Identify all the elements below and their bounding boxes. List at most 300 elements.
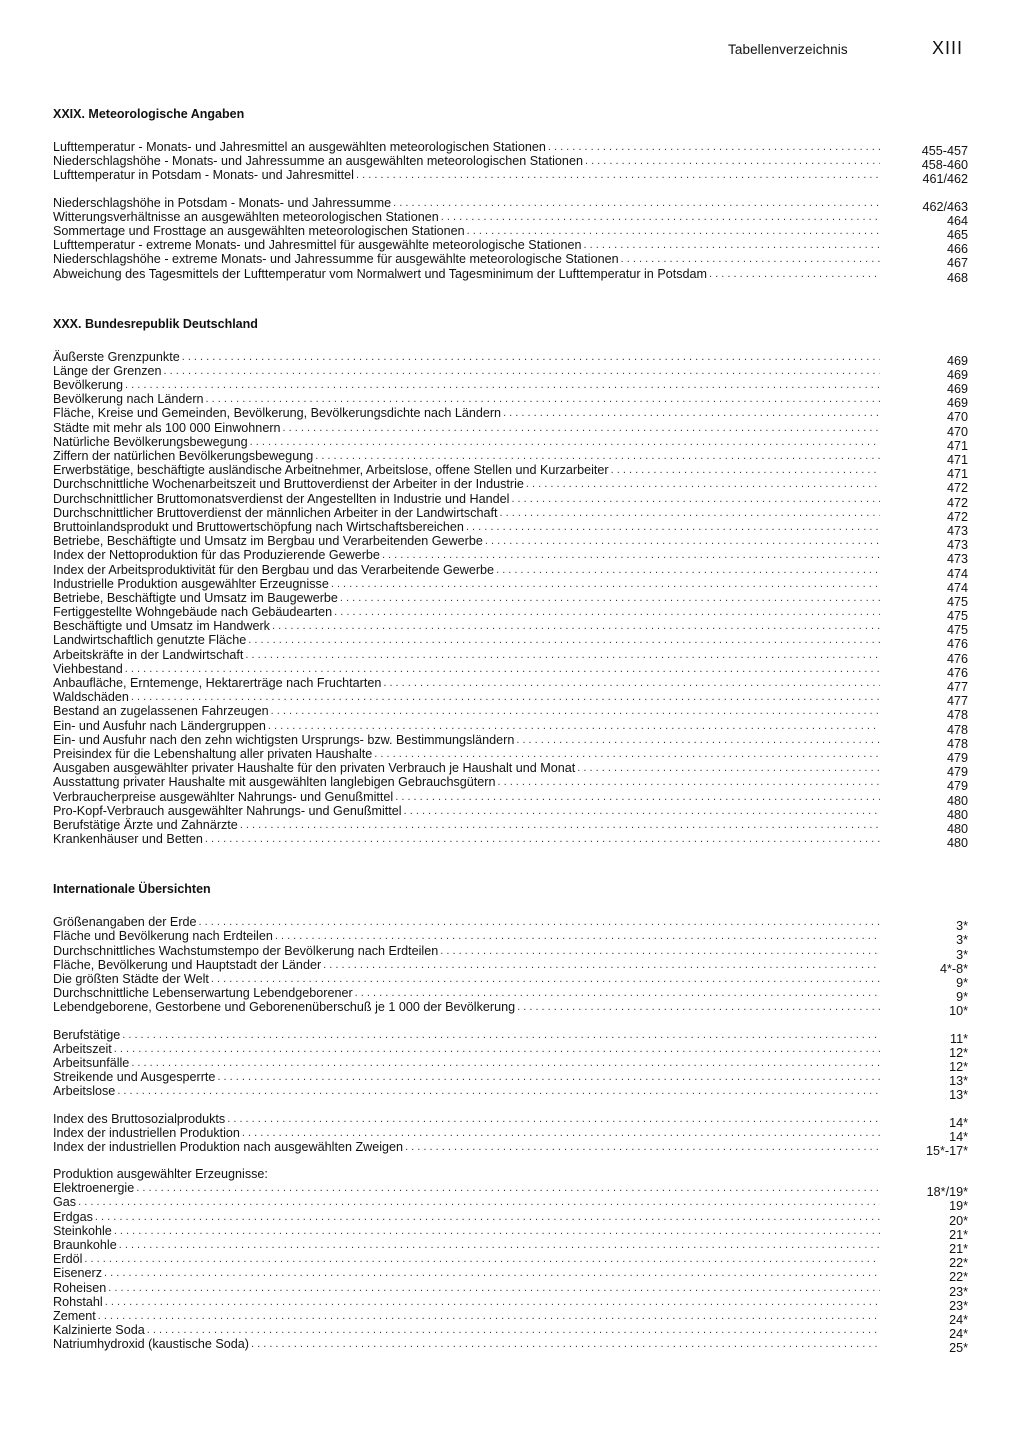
dot-leader bbox=[245, 648, 880, 662]
entry-page: 11* bbox=[950, 1031, 968, 1046]
entry-page: 13* bbox=[949, 1088, 968, 1103]
dot-leader bbox=[147, 1323, 880, 1337]
entry-page: 479 bbox=[946, 779, 968, 794]
toc-entry bbox=[53, 491, 968, 510]
dot-leader bbox=[114, 1224, 880, 1238]
dot-leader bbox=[331, 577, 880, 591]
entry-page: 476 bbox=[946, 637, 968, 652]
header-title: Tabellenverzeichnis bbox=[728, 42, 848, 57]
toc-entry bbox=[53, 1055, 968, 1074]
toc-entry bbox=[53, 406, 968, 425]
entry-title: Zement bbox=[53, 1308, 96, 1323]
dot-leader bbox=[517, 1000, 880, 1014]
entry-title: Industrielle Produktion ausgewählter Erzeugnisse bbox=[53, 576, 329, 591]
entry-page: 461/462 bbox=[922, 172, 968, 187]
entry-page: 469 bbox=[946, 382, 968, 397]
dot-leader bbox=[268, 719, 880, 733]
toc-entry bbox=[53, 1181, 968, 1200]
toc-entry bbox=[53, 576, 968, 595]
dot-leader bbox=[526, 477, 880, 491]
entry-title: Erdöl bbox=[53, 1252, 83, 1267]
entry-title: Die größten Städte der Welt bbox=[53, 972, 209, 986]
entry-page: 478 bbox=[946, 736, 968, 751]
dot-leader bbox=[323, 958, 880, 972]
toc-entry bbox=[53, 1238, 968, 1256]
entry-title: Erwerbstätige, beschäftigte ausländische Arbeitnehmer, Arbeitslose, offene Stellen und Kurzarbeiter bbox=[53, 463, 609, 478]
toc-entry bbox=[53, 562, 968, 581]
toc-entry bbox=[53, 972, 968, 990]
entry-page: 473 bbox=[946, 552, 968, 567]
entry-title: Krankenhäuser und Betten bbox=[53, 832, 203, 847]
entry-group bbox=[53, 1027, 968, 1103]
entry-title: Elektroenergie bbox=[53, 1181, 135, 1196]
entry-title: Fläche und Bevölkerung nach Erdteilen bbox=[53, 929, 273, 944]
toc-entry bbox=[53, 1223, 968, 1242]
dot-leader bbox=[95, 1210, 880, 1224]
dot-leader bbox=[283, 421, 880, 435]
toc-entry bbox=[53, 619, 968, 638]
entry-title: Landwirtschaftlich genutzte Fläche bbox=[53, 633, 247, 648]
entry-title: Bestand an zugelassenen Fahrzeugen bbox=[53, 704, 269, 719]
entry-title: Arbeitslose bbox=[53, 1084, 116, 1099]
entry-group bbox=[53, 140, 968, 187]
dot-leader bbox=[98, 1309, 880, 1323]
entry-page: 3* bbox=[956, 919, 968, 934]
entry-page: 22* bbox=[949, 1256, 968, 1271]
entry-title: Niederschlagshöhe - extreme Monats- und Jahressumme für ausgewählte meteorologische Stationen bbox=[53, 252, 619, 267]
toc-entry bbox=[53, 690, 968, 709]
entry-page: 471 bbox=[946, 467, 968, 482]
entry-page: 21* bbox=[949, 1242, 968, 1256]
toc-entry bbox=[53, 534, 968, 553]
toc-entry bbox=[53, 463, 968, 482]
toc-entry bbox=[53, 420, 968, 439]
entry-title: Niederschlagshöhe - Monats- und Jahressumme an ausgewählten meteorologischen Stationen bbox=[53, 154, 583, 169]
entry-page: 469 bbox=[946, 396, 968, 411]
entry-page: 12* bbox=[949, 1059, 968, 1074]
toc-entry bbox=[53, 943, 968, 962]
table-of-contents bbox=[53, 106, 968, 1365]
toc-entry bbox=[53, 1252, 968, 1271]
entry-title: Bruttoinlandsprodukt und Bruttowertschöpfung nach Wirtschaftsbereichen bbox=[53, 519, 464, 534]
entry-title: Äußerste Grenzpunkte bbox=[53, 349, 180, 364]
dot-leader bbox=[119, 1238, 880, 1252]
dot-leader bbox=[405, 1140, 880, 1154]
dot-leader bbox=[395, 790, 880, 804]
entry-page: 465 bbox=[946, 227, 968, 242]
toc-section bbox=[53, 106, 968, 285]
dot-leader bbox=[122, 1028, 880, 1042]
entry-page: 9* bbox=[956, 976, 968, 990]
entry-page: 476 bbox=[946, 651, 968, 666]
toc-entry bbox=[53, 1337, 968, 1356]
section-heading: XXX. Bundesrepublik Deutschland bbox=[53, 316, 258, 331]
toc-entry bbox=[53, 349, 968, 368]
entry-page: 478 bbox=[946, 708, 968, 723]
toc-entry bbox=[53, 761, 968, 780]
entry-title: Braunkohle bbox=[53, 1238, 117, 1252]
entry-title: Index des Bruttosozialprodukts bbox=[53, 1111, 226, 1126]
entry-page: 458-460 bbox=[921, 158, 968, 173]
toc-entry bbox=[53, 957, 968, 976]
section-gap bbox=[53, 859, 968, 881]
toc-entry bbox=[53, 154, 968, 173]
entry-title: Arbeitsunfälle bbox=[53, 1055, 130, 1070]
dot-leader bbox=[315, 449, 880, 463]
entry-page: 18*/19* bbox=[926, 1185, 968, 1200]
entry-title: Betriebe, Beschäftigte und Umsatz im Bergbau und Verarbeitenden Gewerbe bbox=[53, 534, 483, 549]
entry-page: 455-457 bbox=[921, 144, 968, 158]
dot-leader bbox=[206, 392, 880, 406]
dot-leader bbox=[105, 1295, 880, 1309]
dot-leader bbox=[441, 210, 880, 224]
dot-leader bbox=[251, 1337, 880, 1351]
dot-leader bbox=[374, 747, 880, 761]
entry-title: Beschäftigte und Umsatz im Handwerk bbox=[53, 619, 270, 634]
dot-leader bbox=[611, 463, 880, 477]
dot-leader bbox=[466, 520, 880, 534]
entry-page: 469 bbox=[946, 353, 968, 368]
entry-group bbox=[53, 349, 968, 851]
entry-page: 474 bbox=[946, 566, 968, 581]
entry-page: 470 bbox=[946, 424, 968, 439]
dot-leader bbox=[125, 662, 880, 676]
toc-entry bbox=[53, 1111, 968, 1130]
entry-title: Größenangaben der Erde bbox=[53, 915, 197, 930]
dot-leader bbox=[496, 563, 880, 577]
toc-entry bbox=[53, 732, 968, 751]
entry-title: Anbaufläche, Erntemenge, Hektarerträge nach Fruchtarten bbox=[53, 676, 382, 690]
dot-leader bbox=[500, 506, 881, 520]
entry-title: Fertiggestellte Wohngebäude nach Gebäudearten bbox=[53, 605, 333, 620]
entry-title: Ausstattung privater Haushalte mit ausgewählten langlebigen Gebrauchsgütern bbox=[53, 775, 496, 790]
entry-title: Ein- und Ausfuhr nach Ländergruppen bbox=[53, 718, 266, 733]
dot-leader bbox=[199, 915, 880, 929]
entry-page: 12* bbox=[949, 1045, 968, 1060]
entry-title: Durchschnittlicher Bruttoverdienst der männlichen Arbeiter in der Landwirtschaft bbox=[53, 505, 498, 520]
toc-entry bbox=[53, 676, 968, 694]
entry-title: Erdgas bbox=[53, 1209, 93, 1224]
toc-entry bbox=[53, 803, 968, 822]
dot-leader bbox=[511, 492, 880, 506]
entry-title: Viehbestand bbox=[53, 661, 123, 676]
entry-title: Lebendgeborene, Gestorbene und Geborenenüberschuß je 1 000 der Bevölkerung bbox=[53, 1000, 516, 1015]
entry-title: Fläche, Kreise und Gemeinden, Bevölkerung, Bevölkerungsdichte nach Ländern bbox=[53, 406, 502, 421]
entry-group bbox=[53, 1167, 968, 1356]
dot-leader bbox=[356, 168, 880, 182]
entry-title: Niederschlagshöhe in Potsdam - Monats- und Jahressumme bbox=[53, 195, 392, 210]
dot-leader bbox=[131, 1056, 880, 1070]
dot-leader bbox=[584, 238, 880, 252]
entry-title: Städte mit mehr als 100 000 Einwohnern bbox=[53, 420, 281, 435]
entry-title: Bevölkerung nach Ländern bbox=[53, 392, 204, 407]
entry-page: 3* bbox=[956, 947, 968, 962]
toc-entry bbox=[53, 775, 968, 794]
dot-leader bbox=[440, 944, 880, 958]
entry-title: Steinkohle bbox=[53, 1223, 112, 1238]
entry-page: 14* bbox=[949, 1115, 968, 1130]
toc-entry bbox=[53, 477, 968, 496]
toc-entry bbox=[53, 1266, 968, 1285]
entry-page: 24* bbox=[949, 1312, 968, 1327]
entry-page: 477 bbox=[946, 694, 968, 709]
entry-title: Bevölkerung bbox=[53, 378, 124, 393]
toc-entry bbox=[53, 718, 968, 737]
toc-entry bbox=[53, 929, 968, 948]
entry-page: 475 bbox=[946, 594, 968, 609]
toc-entry bbox=[53, 1027, 968, 1046]
entry-page: 470 bbox=[946, 410, 968, 425]
dot-leader bbox=[585, 154, 880, 168]
dot-leader bbox=[250, 435, 880, 449]
entry-page: 10* bbox=[949, 1004, 968, 1019]
entry-title: Ziffern der natürlichen Bevölkerungsbewegung bbox=[53, 449, 314, 463]
entry-title: Durchschnittliche Wochenarbeitszeit und Bruttoverdienst der Arbeiter in der Industrie bbox=[53, 477, 524, 492]
entry-title: Waldschäden bbox=[53, 690, 129, 705]
entry-page: 22* bbox=[949, 1270, 968, 1285]
section-gap bbox=[53, 294, 968, 316]
entry-page: 480 bbox=[946, 793, 968, 808]
entry-page: 472 bbox=[946, 495, 968, 510]
toc-entry bbox=[53, 704, 968, 723]
entry-title: Durchschnittliche Lebenserwartung Lebendgeborener bbox=[53, 986, 353, 1001]
entry-title: Betriebe, Beschäftigte und Umsatz im Baugewerbe bbox=[53, 590, 338, 605]
dot-leader bbox=[404, 804, 880, 818]
entry-page: 3* bbox=[956, 933, 968, 948]
dot-leader bbox=[275, 929, 880, 943]
toc-entry bbox=[53, 209, 968, 228]
entry-page: 19* bbox=[949, 1199, 968, 1214]
toc-entry bbox=[53, 605, 968, 624]
entry-title: Index der Arbeitsproduktivität für den Bergbau und das Verarbeitende Gewerbe bbox=[53, 562, 495, 577]
dot-leader bbox=[467, 224, 880, 238]
header-page-number: XIII bbox=[932, 38, 964, 58]
entry-page: 462/463 bbox=[922, 199, 968, 214]
entry-title: Fläche, Bevölkerung und Hauptstadt der Länder bbox=[53, 957, 322, 972]
entry-title: Gas bbox=[53, 1195, 77, 1210]
toc-entry bbox=[53, 633, 968, 652]
dot-leader bbox=[485, 534, 880, 548]
dot-leader bbox=[205, 832, 880, 846]
dot-leader bbox=[104, 1266, 880, 1280]
toc-entry bbox=[53, 1139, 968, 1158]
entry-page: 477 bbox=[946, 680, 968, 694]
entry-group bbox=[53, 195, 968, 285]
entry-title: Sommertage und Frosttage an ausgewählten meteorologischen Stationen bbox=[53, 223, 465, 238]
dot-leader bbox=[271, 704, 880, 718]
toc-entry bbox=[53, 789, 968, 808]
entry-page: 466 bbox=[946, 242, 968, 257]
entry-page: 21* bbox=[949, 1227, 968, 1242]
entry-title: Ein- und Ausfuhr nach den zehn wichtigsten Ursprungs- bzw. Bestimmungsländern bbox=[53, 732, 515, 747]
entry-title: Rohstahl bbox=[53, 1294, 103, 1309]
entry-page: 467 bbox=[946, 256, 968, 271]
entry-page: 23* bbox=[949, 1284, 968, 1299]
toc-entry bbox=[53, 223, 968, 242]
toc-section bbox=[53, 316, 968, 851]
entry-page: 14* bbox=[949, 1129, 968, 1144]
dot-leader bbox=[108, 1281, 880, 1295]
entry-page: 20* bbox=[949, 1213, 968, 1228]
toc-entry bbox=[53, 817, 968, 836]
entry-page: 9* bbox=[956, 990, 968, 1005]
entry-page: 24* bbox=[949, 1327, 968, 1342]
toc-entry bbox=[53, 392, 968, 411]
toc-entry bbox=[53, 1323, 968, 1342]
toc-entry bbox=[53, 1084, 968, 1103]
dot-leader bbox=[621, 252, 880, 266]
toc-entry bbox=[53, 915, 968, 934]
dot-leader bbox=[131, 690, 880, 704]
entry-title: Kalzinierte Soda bbox=[53, 1323, 145, 1338]
dot-leader bbox=[497, 775, 880, 789]
entry-page: 15*-17* bbox=[925, 1143, 968, 1158]
entry-title: Natürliche Bevölkerungsbewegung bbox=[53, 434, 248, 449]
entry-page: 468 bbox=[946, 270, 968, 285]
dot-leader bbox=[334, 605, 880, 619]
entry-title: Durchschnittlicher Bruttomonatsverdienst der Angestellten in Industrie und Handel bbox=[53, 491, 510, 506]
entry-title: Roheisen bbox=[53, 1280, 107, 1295]
toc-entry bbox=[53, 1070, 968, 1089]
entry-title: Index der industriellen Produktion nach ausgewählten Zweigen bbox=[53, 1139, 404, 1154]
toc-section bbox=[53, 881, 968, 1356]
entry-title: Index der industriellen Produktion bbox=[53, 1125, 240, 1140]
running-header bbox=[0, 38, 1024, 64]
dot-leader bbox=[355, 986, 880, 1000]
entry-page: 473 bbox=[946, 523, 968, 538]
toc-entry bbox=[53, 1280, 968, 1299]
entry-title: Lufttemperatur - Monats- und Jahresmittel an ausgewählten meteorologischen Stationen bbox=[53, 140, 546, 154]
entry-title: Lufttemperatur - extreme Monats- und Jahresmittel für ausgewählte meteorologische Stationen bbox=[53, 238, 582, 253]
toc-entry bbox=[53, 505, 968, 524]
toc-entry bbox=[53, 832, 968, 851]
entry-title: Natriumhydroxid (kaustische Soda) bbox=[53, 1337, 249, 1352]
dot-leader bbox=[84, 1252, 880, 1266]
toc-entry bbox=[53, 590, 968, 609]
entry-page: 471 bbox=[946, 453, 968, 467]
dot-leader bbox=[340, 591, 880, 605]
entry-title: Berufstätige bbox=[53, 1027, 121, 1042]
toc-entry bbox=[53, 647, 968, 666]
entry-group bbox=[53, 1111, 968, 1158]
entry-page: 4*-8* bbox=[939, 961, 968, 976]
entry-page: 480 bbox=[946, 807, 968, 822]
entry-page: 479 bbox=[946, 750, 968, 765]
entry-page: 480 bbox=[946, 821, 968, 836]
section-heading: Internationale Übersichten bbox=[53, 882, 211, 897]
entry-title: Berufstätige Ärzte und Zahnärzte bbox=[53, 817, 238, 832]
entry-title: Länge der Grenzen bbox=[53, 363, 162, 378]
dot-leader bbox=[503, 406, 880, 420]
dot-leader bbox=[211, 972, 880, 986]
entry-title: Preisindex für die Lebenshaltung aller privaten Haushalte bbox=[53, 746, 373, 761]
entry-title: Durchschnittliches Wachstumstempo der Bevölkerung nach Erdteilen bbox=[53, 943, 439, 958]
subgroup-heading: Produktion ausgewählter Erzeugnisse: bbox=[53, 1167, 268, 1182]
dot-leader bbox=[272, 619, 880, 633]
entry-title: Streikende und Ausgesperrte bbox=[53, 1070, 216, 1085]
entry-title: Abweichung des Tagesmittels der Lufttemperatur vom Normalwert und Tagesminimum der Lufttemperatur in Potsdam bbox=[53, 266, 708, 281]
entry-page: 25* bbox=[949, 1341, 968, 1356]
toc-entry bbox=[53, 266, 968, 285]
toc-entry bbox=[53, 252, 968, 271]
toc-entry bbox=[53, 1308, 968, 1327]
entry-page: 475 bbox=[946, 609, 968, 624]
toc-entry bbox=[53, 519, 968, 538]
entry-title: Arbeitskräfte in der Landwirtschaft bbox=[53, 647, 244, 662]
dot-leader bbox=[383, 676, 880, 690]
entry-page: 469 bbox=[946, 367, 968, 382]
toc-entry bbox=[53, 661, 968, 680]
toc-entry bbox=[53, 449, 968, 467]
entry-title: Ausgaben ausgewählter privater Haushalte für den privaten Verbrauch je Haushalt und Monat bbox=[53, 761, 576, 776]
dot-leader bbox=[248, 633, 880, 647]
toc-entry bbox=[53, 1125, 968, 1144]
toc-entry bbox=[53, 1195, 968, 1214]
dot-leader bbox=[78, 1195, 880, 1209]
toc-entry bbox=[53, 548, 968, 567]
toc-entry bbox=[53, 434, 968, 453]
toc-entry bbox=[53, 1041, 968, 1060]
section-heading: XXIX. Meteorologische Angaben bbox=[53, 107, 245, 121]
entry-page: 472 bbox=[946, 509, 968, 524]
dot-leader bbox=[516, 733, 880, 747]
dot-leader bbox=[114, 1042, 880, 1056]
entry-title: Arbeitszeit bbox=[53, 1041, 112, 1056]
toc-entry bbox=[53, 140, 968, 158]
toc-entry bbox=[53, 363, 968, 382]
entry-page: 464 bbox=[946, 213, 968, 228]
toc-entry bbox=[53, 195, 968, 214]
toc-entry bbox=[53, 168, 968, 187]
dot-leader bbox=[393, 196, 880, 210]
entry-page: 476 bbox=[946, 665, 968, 680]
dot-leader bbox=[217, 1070, 880, 1084]
toc-entry bbox=[53, 986, 968, 1005]
entry-page: 475 bbox=[946, 623, 968, 638]
dot-leader bbox=[709, 267, 880, 281]
entry-title: Lufttemperatur in Potsdam - Monats- und Jahresmittel bbox=[53, 168, 354, 183]
dot-leader bbox=[136, 1181, 880, 1195]
entry-title: Eisenerz bbox=[53, 1266, 102, 1281]
entry-title: Pro-Kopf-Verbrauch ausgewählter Nahrungs- und Genußmittel bbox=[53, 803, 402, 818]
entry-page: 474 bbox=[946, 580, 968, 595]
entry-page: 478 bbox=[946, 722, 968, 737]
toc-entry bbox=[53, 238, 968, 257]
toc-entry bbox=[53, 378, 968, 397]
entry-group bbox=[53, 915, 968, 1019]
entry-title: Verbraucherpreise ausgewählter Nahrungs- und Genußmittel bbox=[53, 789, 394, 804]
dot-leader bbox=[182, 350, 880, 364]
dot-leader bbox=[577, 761, 880, 775]
dot-leader bbox=[382, 548, 880, 562]
dot-leader bbox=[227, 1112, 880, 1126]
entry-page: 472 bbox=[946, 481, 968, 496]
dot-leader bbox=[164, 364, 880, 378]
entry-title: Witterungsverhältnisse an ausgewählten meteorologischen Stationen bbox=[53, 209, 439, 224]
dot-leader bbox=[117, 1084, 880, 1098]
entry-page: 479 bbox=[946, 765, 968, 780]
toc-entry bbox=[53, 1209, 968, 1228]
toc-entry bbox=[53, 1000, 968, 1019]
entry-page: 480 bbox=[946, 836, 968, 851]
dot-leader bbox=[548, 140, 880, 154]
entry-page: 471 bbox=[946, 438, 968, 453]
toc-entry bbox=[53, 1294, 968, 1313]
entry-page: 473 bbox=[946, 538, 968, 553]
toc-entry bbox=[53, 746, 968, 765]
entry-title: Index der Nettoproduktion für das Produzierende Gewerbe bbox=[53, 548, 380, 563]
entry-page: 23* bbox=[949, 1298, 968, 1313]
